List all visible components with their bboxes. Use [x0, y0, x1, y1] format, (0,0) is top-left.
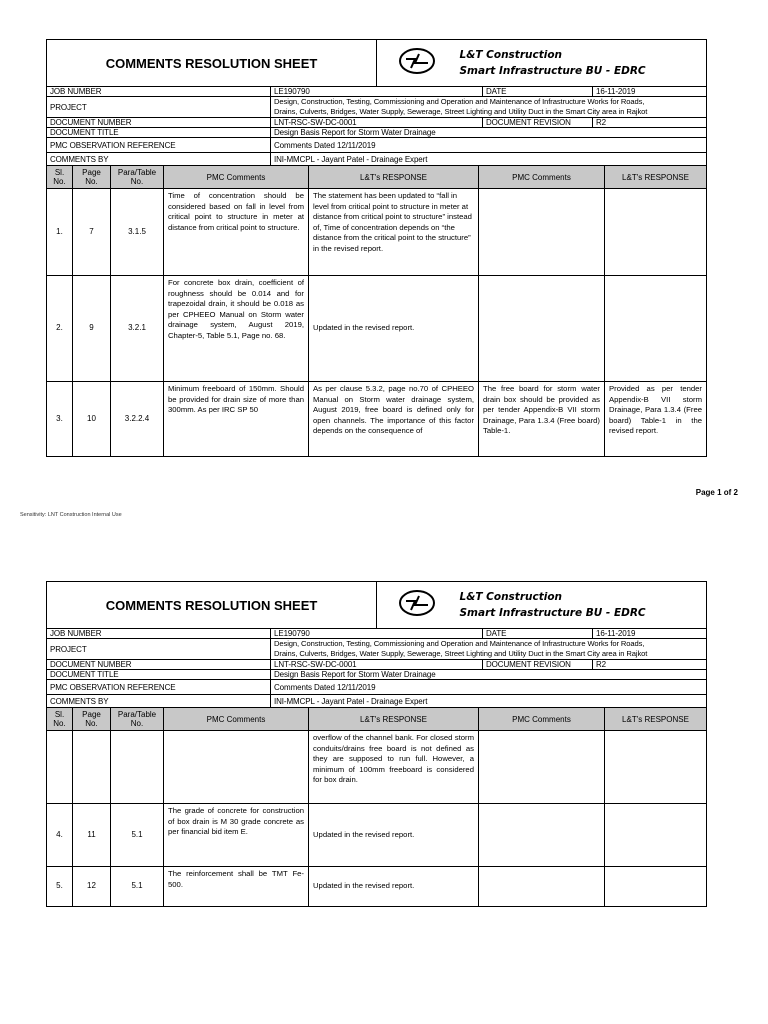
cell-pmc-comment-2: [479, 189, 605, 276]
cell-lt-response-2: [605, 804, 707, 867]
cell-lt-response-2: [605, 276, 707, 382]
cell-page: 12: [73, 867, 111, 907]
cell-pmc-comment: Minimum freeboard of 150mm. Should be provided for drain size of more than 300mm. As per IRC SP 50: [164, 382, 309, 457]
cell-lt-response: Updated in the revised report.: [309, 804, 479, 867]
doc-revision-value: R2: [593, 660, 707, 670]
page-number: Page 1 of 2: [695, 488, 738, 497]
doc-title-value: Design Basis Report for Storm Water Drainage: [271, 670, 707, 680]
col-pmc-comments-2: PMC Comments: [479, 708, 605, 731]
comments-table: [46, 707, 707, 907]
cell-pmc-comment-2: [479, 804, 605, 867]
company-line-2: Smart Infrastructure BU - EDRC: [459, 607, 646, 619]
pmc-ref-value: Comments Dated 12/11/2019: [271, 680, 707, 695]
project-value: [271, 97, 707, 118]
cell-page: 9: [73, 276, 111, 382]
cell-lt-response-2: [605, 731, 707, 804]
header-table: [46, 39, 707, 87]
header-table: [46, 581, 707, 629]
company-line-2: Smart Infrastructure BU - EDRC: [459, 65, 646, 77]
table-row: [47, 804, 707, 867]
pmc-ref-label: PMC OBSERVATION REFERENCE: [47, 680, 271, 695]
col-para: Para/Table No.: [111, 166, 164, 189]
col-lt-response: L&T's RESPONSE: [309, 166, 479, 189]
cell-para: 3.2.2.4: [111, 382, 164, 457]
table-row: [47, 382, 707, 457]
date-label: DATE: [483, 629, 593, 639]
cell-pmc-comment: Time of concentration should be considered based on fall in level from critical point to structure in meter at distance from critical point to structure.: [164, 189, 309, 276]
table-row: [47, 731, 707, 804]
project-line-1: Design, Construction, Testing, Commissioning and Operation and Maintenance of Infrastructure Works for Roads,: [274, 639, 645, 648]
project-line-2: Drains, Culverts, Bridges, Water Supply, Sewerage, Street Lighting and Utility Duct in the Smart City area in Rajkot: [274, 649, 648, 658]
col-lt-response-2: L&T's RESPONSE: [605, 166, 707, 189]
cell-lt-response-2: [605, 189, 707, 276]
cell-pmc-comment-2: The free board for storm water drain box should be provided as per tender Appendix-B VII storm Drainage, Para 1.3.4 (Free board) Table-1.: [479, 382, 605, 457]
doc-title-label: DOCUMENT TITLE: [47, 128, 271, 138]
cell-pmc-comment-2: [479, 276, 605, 382]
cell-sl: 4.: [47, 804, 73, 867]
company-line-1: L&T Construction: [459, 49, 563, 61]
pmc-ref-value: Comments Dated 12/11/2019: [271, 138, 707, 153]
meta-table: [46, 86, 707, 166]
cell-pmc-comment: The grade of concrete for construction of box drain is M 30 grade concrete as per financial bid item E.: [164, 804, 309, 867]
cell-lt-response: Updated in the revised report.: [309, 867, 479, 907]
pmc-ref-label: PMC OBSERVATION REFERENCE: [47, 138, 271, 153]
col-para: Para/Table No.: [111, 708, 164, 731]
lt-logo-icon: [377, 40, 457, 87]
col-pmc-comments: PMC Comments: [164, 708, 309, 731]
cell-sl: 3.: [47, 382, 73, 457]
cell-pmc-comment-2: [479, 731, 605, 804]
company-name: [457, 40, 707, 87]
doc-number-value: LNT-RSC-SW-DC-0001: [271, 118, 483, 128]
cell-lt-response: The statement has been updated to “fall in level from critical point to structure in meter at distance from critical point to structure” instead of, Time of concentration depends on “the distance from the critical point to the structure” in the revised report.: [309, 189, 479, 276]
doc-number-value: LNT-RSC-SW-DC-0001: [271, 660, 483, 670]
doc-revision-value: R2: [593, 118, 707, 128]
cell-sl: 5.: [47, 867, 73, 907]
col-page-no: Page No.: [73, 166, 111, 189]
cell-sl: 2.: [47, 276, 73, 382]
col-sl-no: Sl. No.: [47, 166, 73, 189]
meta-table: [46, 628, 707, 708]
comments-by-value: INI-MMCPL - Jayant Patel - Drainage Expert: [271, 695, 707, 708]
cell-pmc-comment: The reinforcement shall be TMT Fe-500.: [164, 867, 309, 907]
cell-para: [111, 731, 164, 804]
table-row: [47, 867, 707, 907]
cell-page: 10: [73, 382, 111, 457]
date-label: DATE: [483, 87, 593, 97]
date-value: 16-11-2019: [593, 87, 707, 97]
project-line-1: Design, Construction, Testing, Commissioning and Operation and Maintenance of Infrastructure Works for Roads,: [274, 97, 645, 106]
company-name: [457, 582, 707, 629]
cell-lt-response: Updated in the revised report.: [309, 276, 479, 382]
comments-by-value: INI-MMCPL - Jayant Patel - Drainage Expert: [271, 153, 707, 166]
cell-pmc-comment: For concrete box drain, coefficient of roughness should be 0.014 and for trapezoidal drain, it should be 0.018 as per CPHEEO Manual on Storm water drainage system, August 2019, Chapter-5, Table 5.1, Page no. 68.: [164, 276, 309, 382]
job-number-value: LE190790: [271, 629, 483, 639]
company-line-1: L&T Construction: [459, 591, 563, 603]
cell-para: 3.2.1: [111, 276, 164, 382]
cell-lt-response-2: Provided as per tender Appendix-B VII storm Drainage, Para 1.3.4 (Free board) Table-1 in the revised report.: [605, 382, 707, 457]
col-lt-response-2: L&T's RESPONSE: [605, 708, 707, 731]
col-lt-response: L&T's RESPONSE: [309, 708, 479, 731]
cell-pmc-comment-2: [479, 867, 605, 907]
cell-para: 3.1.5: [111, 189, 164, 276]
job-number-label: JOB NUMBER: [47, 87, 271, 97]
doc-title-value: Design Basis Report for Storm Water Drainage: [271, 128, 707, 138]
cell-sl: 1.: [47, 189, 73, 276]
cell-page: [73, 731, 111, 804]
comments-table: [46, 165, 707, 457]
project-line-2: Drains, Culverts, Bridges, Water Supply, Sewerage, Street Lighting and Utility Duct in the Smart City area in Rajkot: [274, 107, 648, 116]
cell-lt-response: overflow of the channel bank. For closed storm conduits/drains free board is not defined as they are supposed to run full. However, a minimum of 100mm freeboard is considered for box drain.: [309, 731, 479, 804]
col-sl-no: Sl. No.: [47, 708, 73, 731]
col-pmc-comments: PMC Comments: [164, 166, 309, 189]
cell-page: 7: [73, 189, 111, 276]
date-value: 16-11-2019: [593, 629, 707, 639]
table-row: [47, 276, 707, 382]
cell-para: 5.1: [111, 804, 164, 867]
cell-page: 11: [73, 804, 111, 867]
cell-pmc-comment: [164, 731, 309, 804]
job-number-value: LE190790: [271, 87, 483, 97]
project-label: PROJECT: [47, 97, 271, 118]
job-number-label: JOB NUMBER: [47, 629, 271, 639]
project-value: [271, 639, 707, 660]
cell-lt-response: As per clause 5.3.2, page no.70 of CPHEEO Manual on Storm water drainage system, August 2019, free board is defined only for open channels. The importance of this factor depends on the consequence of: [309, 382, 479, 457]
lt-logo-icon: [377, 582, 457, 629]
doc-revision-label: DOCUMENT REVISION: [483, 118, 593, 128]
cell-sl: [47, 731, 73, 804]
col-page-no: Page No.: [73, 708, 111, 731]
doc-number-label: DOCUMENT NUMBER: [47, 118, 271, 128]
sheet-title: COMMENTS RESOLUTION SHEET: [47, 582, 377, 629]
comments-by-label: COMMENTS BY: [47, 695, 271, 708]
doc-revision-label: DOCUMENT REVISION: [483, 660, 593, 670]
col-pmc-comments-2: PMC Comments: [479, 166, 605, 189]
cell-lt-response-2: [605, 867, 707, 907]
project-label: PROJECT: [47, 639, 271, 660]
doc-number-label: DOCUMENT NUMBER: [47, 660, 271, 670]
document-page-1: [46, 39, 706, 457]
document-page-2: [46, 581, 706, 907]
table-row: [47, 189, 707, 276]
doc-title-label: DOCUMENT TITLE: [47, 670, 271, 680]
sensitivity-label: Sensitivity: LNT Construction Internal Use: [20, 512, 122, 518]
sheet-title: COMMENTS RESOLUTION SHEET: [47, 40, 377, 87]
comments-by-label: COMMENTS BY: [47, 153, 271, 166]
cell-para: 5.1: [111, 867, 164, 907]
